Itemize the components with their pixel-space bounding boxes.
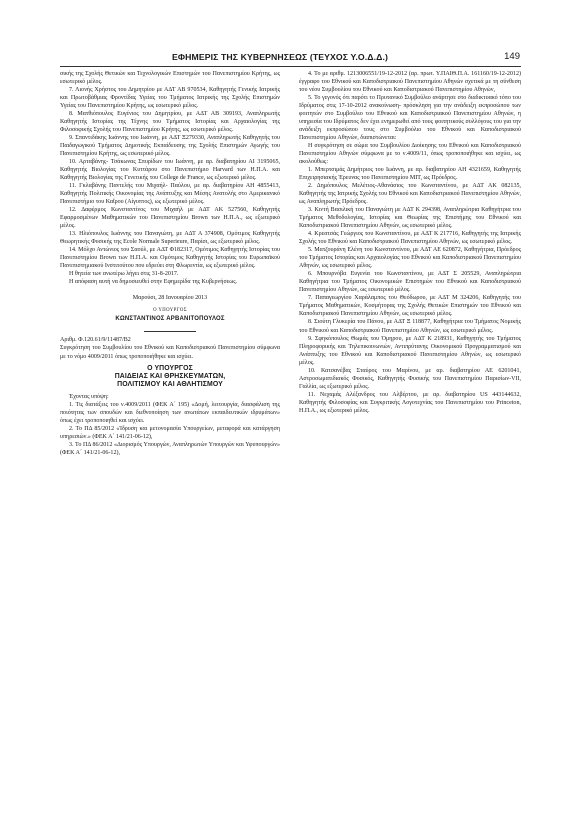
- consideration-item: 4. Το με αριθμ. 1213006551/19-12-2012 (αρ. πρωτ. Υ.ΠΑΙΘ.Π.Α. 161160/19-12-2012) έγγραφο του Εθνικού και Καποδιστριακού Πανεπιστημίου Αθηνών σχετικά με τη σύνθεση του νέου Συμβουλίου του Εθνικού και Καποδιστριακού Πανεπιστημίου Αθηνών,: [299, 71, 521, 94]
- council-member: 2. Δημόπουλος Μελέτιος-Αθανάσιος του Κωνσταντίνου, με ΑΔΤ ΑΚ 082135, Καθηγητής της Ιατρικής Σχολής του Εθνικού και Καποδιστριακού Πανεπιστημίου Αθηνών, ως Αναπληρωτής Πρόεδρος.: [299, 183, 521, 206]
- council-member: 8. Σιούτη Γλυκερία του Πάνου, με ΑΔΤ Ξ 118877, Καθηγήτρια του Τμήματος Νομικής του Εθνικού και Καποδιστριακού Πανεπιστημίου Αθηνών, ως εσωτερικό μέλος.: [299, 319, 521, 334]
- council-member: 7. Παπαγεωργίου Χαράλαμπος του Θεόδωρου, με ΑΔΤ Μ 324206, Καθηγητής του Τμήματος Μαθηματικών, Κοσμήτορας της Σχολής Θετικών Επιστημών του Εθνικού και Καποδιστριακού Πανεπιστημίου Αθηνών, ως εσωτερικό μέλος.: [299, 295, 521, 318]
- member-item: 8. Ματθιόπουλος Ευγένιος του Δημητρίου, με ΑΔΤ ΑΒ 309193, Αναπληρωτής Καθηγητής Ιστορίας της Τέχνης του Τμήματος Ιστορίας και Αρχαιολογίας της Φιλοσοφικής Σχολής του Πανεπιστημίου Κρήτης, ως εσωτερικό μέλος.: [60, 111, 280, 134]
- gazette-header-title: ΕΦΗΜΕΡΙΣ ΤΗΣ ΚΥΒΕΡΝΗΣΕΩΣ (ΤΕΥΧΟΣ Υ.Ο.Δ.Δ.): [172, 52, 388, 62]
- council-member: 10. Κατσανέβας Σταύρος του Μαρίνου, με αρ. διαβατηρίου ΑΕ 6201041, Αστροσωματιδιακός Φυσικός, Καθηγητής Φυσικής του Πανεπιστημίου Παρισίων-VII, Γαλλία, ως εξωτερικό μέλος.: [299, 367, 521, 390]
- paragraph: σικής της Σχολής Θετικών και Τεχνολογικών Επιστημών του Πανεπιστημίου Κρήτης, ως εσωτερικό μέλος.: [60, 71, 280, 86]
- council-member: 4. Κρεατσάς Γεώργιος του Κωνσταντίνου, με ΑΔΤ Κ 217716, Καθηγητής της Ιατρικής Σχολής του Εθνικού και Καποδιστριακού Πανεπιστημίου Αθηνών, ως εσωτερικό μέλος.: [299, 231, 521, 246]
- council-intro: Η συγκρότηση σε σώμα του Συμβουλίου Διοίκησης του Εθνικού και Καποδιστριακού Πανεπιστημίου Αθηνών σύμφωνα με το ν.4009/11, όπως τροποποιήθηκε και ισχύει, ως ακολούθως:: [299, 143, 521, 166]
- council-member: 3. Κιντή Βασιλική του Παναγιώτη με ΑΔΤ Κ 294398, Αναπληρώτρια Καθηγήτρια του Τμήματος Μεθοδολογίας, Ιστορίας και Θεωρίας της Επιστήμης του Εθνικού και Καποδιστριακού Πανεπιστημίου Αθηνών, ως εσωτερικό μέλος.: [299, 207, 521, 230]
- signer-role: Ο ΥΠΟΥΡΓΟΣ: [153, 308, 187, 314]
- having-regard: Έχοντας υπόψη:: [69, 394, 109, 401]
- member-item: 9. Σπαντιδάκης Ιωάννης του Ιωάννη, με ΑΔΤ Ξ279330, Αναπληρωτής Καθηγητής του Παιδαγωγικού Τμήματος Δημοτικής Εκπαίδευσης της Σχολής Επιστημών Αγωγής του Πανεπιστημίου Κρήτης, ως εσωτερικό μέλος.: [60, 135, 280, 158]
- page-number: 149: [504, 51, 520, 62]
- member-item: 14. Μόλχο Αντώνιος του Σαούλ, με ΑΔΤ Φ182317, Ομότιμος Καθηγητής Ιστορίας του Πανεπιστημίου Brown των Η.Π.Α. και Ομότιμος Καθηγητής Ιστορίας του Ευρωπαϊκού Πανεπιστημιακού Ινστιτούτου που εδρεύει στη Φλωρεντία, ως εξωτερικό μέλος.: [60, 247, 280, 270]
- council-member: 11. Νεχαμάς Αλέξανδρος του Αλβέρτου, με αρ. διαβατηρίου US 443144632, Καθηγητής Φιλοσοφίας και Συγκριτικής Λογοτεχνίας του Πανεπιστημίου του Princeton, Η.Π.Α., ως εξωτερικό μέλος.: [299, 391, 521, 414]
- member-item: 10. Αρταβάνης- Τσάκωνας Σπυρίδων του Ιωάννη, με αρ. διαβατηρίου ΑΙ 3195065, Καθηγητής Βιολογίας του Κυττάρου στο Πανεπιστήμιο Harvard των Η.Π.Α. και Καθηγητής Βιολογίας της Γενετικής του College de France, ως εξωτερικό μέλος.: [60, 159, 280, 182]
- decision-subject: Συγκρότηση του Συμβουλίου του Εθνικού και Καποδιστριακού Πανεπιστημίου σύμφωνα με το νόμο 4009/2011 όπως τροποποιήθηκε και ισχύει.: [60, 345, 280, 360]
- section-divider: [144, 331, 196, 332]
- publication-paragraph: Η απόφαση αυτή να δημοσιευθεί στην Εφημερίδα της Κυβερνήσεως.: [69, 279, 238, 286]
- date-line: Μαρούσι, 28 Ιανουαρίου 2013: [132, 295, 208, 302]
- consideration-item: 5. Το γεγονός ότι παρότι το Πρυτανικό Συμβούλιο ανάρτησε στο διαδικτυακό τόπο του Ιδρύματος στις 17-10-2012 ανακοίνωση- πρόσκληση για την ανάδειξη εκπροσώπου των φοιτητών στο Συμβούλιο του Εθνικού και Καποδιστριακού Πανεπιστημίου Αθηνών, η υπηρεσία του Ιδρύματος δεν έχει ενημερωθεί από τους φοιτητικούς συλλόγους του για την ανάδειξη εκπροσώπου τους στο Συμβούλιο του Εθνικού και Καποδιστριακού Πανεπιστημίου Αθηνών, διαπιστώνεται:: [299, 95, 521, 142]
- council-member: 6. Μπουρνόβα Ευγενία του Κωνσταντίνου, με ΑΔΤ Σ 205529, Αναπληρώτρια Καθηγήτρια του Τμήματος Οικονομικών Επιστημών του Εθνικού και Καποδιστριακού Πανεπιστημίου Αθηνών, ως εσωτερικό μέλος.: [299, 271, 521, 294]
- consideration-item: 2. Το ΠΔ 85/2012 «Ίδρυση και μετονομασία Υπουργείων, μεταφορά και κατάργηση υπηρεσιών.» (ΦΕΚ Α΄ 141/21-06-12),: [60, 426, 280, 441]
- member-item: 12. Δαφέρμος Κωνσταντίνος του Μιχαήλ με ΑΔΤ ΑΚ 527560, Καθηγητής Εφαρμοσμένων Μαθηματικών του Πανεπιστημίου Brown των Η.Π.Α., ως εξωτερικό μέλος.: [60, 207, 280, 230]
- member-item: 7. Λιονής Χρήστος του Δημητρίου με ΑΔΤ ΑΒ 970534, Καθηγητής Γενικής Ιατρικής και Πρωτοβάθμιας Φροντίδας Υγείας του Τμήματος Ιατρικής της Σχολής Επιστημών Υγείας του Πανεπιστημίου Κρήτης, ως εσωτερικό μέλος.: [60, 87, 280, 110]
- minister-heading: Ο ΥΠΟΥΡΓΟΣ: [147, 364, 193, 372]
- signer-name: ΚΩΝΣΤΑΝΤΙΝΟΣ ΑΡΒΑΝΙΤΟΠΟΥΛΟΣ: [115, 316, 225, 323]
- left-column: [60, 70, 280, 457]
- consideration-item: 1. Τις διατάξεις του ν.4009/2011 (ΦΕΚ Α΄ 195) «Δομή, λειτουργία, διασφάλιση της ποιότητας των σπουδών και διεθνοποίηση των ανωτάτων εκπαιδευτικών ιδρυμάτων» όπως έχει τροποποιηθεί και ισχύει.: [60, 402, 280, 425]
- council-member: 1. Μπερτσιμάς Δημήτριος του Ιωάννη, με αρ. διαβατηρίου ΑΗ 4321659, Καθηγητής Επιχειρησιακής Έρευνας του Πανεπιστημίου ΜΙΤ, ως Πρόεδρος.: [299, 167, 521, 182]
- member-item: 13. Ηλιόπουλος Ιωάννης του Παναγιώτη, με ΑΔΤ Α 374908, Ομότιμος Καθηγητής Θεωρητικής Φυσικής της Ecole Normale Superieure, Παρίσι, ως εξωτερικό μέλος.: [60, 231, 280, 246]
- ministry-line-1: ΠΑΙΔΕΙΑΣ ΚΑΙ ΘΡΗΣΚΕΥΜΑΤΩΝ,: [114, 372, 226, 380]
- header-rule: [60, 66, 521, 67]
- spacer: [60, 286, 280, 294]
- ministry-line-2: ΠΟΛΙΤΙΣΜΟΥ ΚΑΙ ΑΘΛΗΤΙΣΜΟΥ: [117, 380, 223, 388]
- consideration-item: 3. Το ΠΔ 86/2012 «Διορισμός Υπουργών, Αναπληρωτών Υπουργών και Υφυπουργών» (ΦΕΚ Α΄ 141/21-06-12),: [60, 442, 280, 457]
- council-member: 5. Ματζουράνη Ελένη του Κωνσταντίνου, με ΑΔΤ ΑΕ 620872, Καθηγήτρια, Πρόεδρος του Τμήματος Ιστορίας και Αρχαιολογίας του Εθνικού και Καποδιστριακού Πανεπιστημίου Αθηνών, ως εσωτερικό μέλος.: [299, 247, 521, 270]
- council-member: 9. Σφηκόπουλος Θωμάς του Όμηρου, με ΑΔΤ Κ 218931, Καθηγητής του Τμήματος Πληροφορικής και Τηλεπικοινωνιών, Αντιπρύτανης Οικονομικού Προγραμματισμού και Ανάπτυξης του Εθνικού και Καποδιστριακού Πανεπιστημίου Αθηνών, ως εσωτερικό μέλος.: [299, 335, 521, 366]
- member-item: 11. Γκλαβάνης Παντελής του Μιχαήλ- Παύλου, με αρ. διαβατηρίου ΑΗ 4855413, Καθηγητής Πολιτικής Οικονομίας της Ανάπτυξης και Μέσης Ανατολής στο Αμερικανικό Πανεπιστήμιο του Καΐρου (Αίγυπτος), ως εξωτερικό μέλος.: [60, 183, 280, 206]
- right-column: [299, 70, 521, 415]
- decision-ref-number: Αριθμ. Φ.120.61/9/11487/Β2: [60, 337, 131, 344]
- term-paragraph: Η θητεία των ανωτέρω λήγει στις 31-8-2017.: [69, 271, 179, 278]
